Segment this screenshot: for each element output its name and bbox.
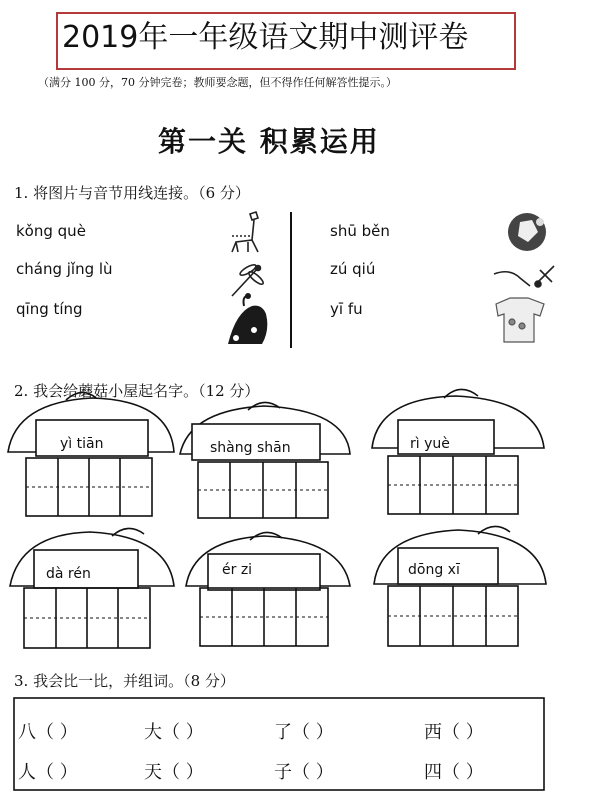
q3-item-1-1: 八（ ） <box>18 722 78 743</box>
house-3-pinyin: rì yuè <box>410 436 450 452</box>
mushroom-house-2 <box>180 402 350 518</box>
mushroom-house-1 <box>8 392 174 516</box>
q3-item-2-4: 四（ ） <box>424 762 484 783</box>
question-2-heading: 2. 我会给蘑菇小屋起名字。（12 分） <box>14 382 260 400</box>
mushroom-house-5 <box>186 532 350 646</box>
q3-item-1-3: 了（ ） <box>274 722 334 743</box>
q1-left-word-3: qīng tíng <box>16 300 83 318</box>
question-1-heading: 1. 将图片与音节用线连接。（6 分） <box>14 184 250 202</box>
q3-item-1-4: 西（ ） <box>424 722 484 743</box>
q1-right-word-2: zú qiú <box>330 260 376 278</box>
section-title: 第一关 积累运用 <box>158 125 380 158</box>
exam-instructions: （满分 100 分，70 分钟完卷；教师要念题，但不得作任何解答性提示。） <box>38 76 397 89</box>
house-4-pinyin: dà rén <box>46 566 91 582</box>
q3-item-1-2: 大（ ） <box>144 722 204 743</box>
q3-item-2-2: 天（ ） <box>144 762 204 783</box>
q1-left-word-2: cháng jǐng lù <box>16 260 113 278</box>
house-5-pinyin: ér zi <box>222 562 253 578</box>
mushroom-house-3 <box>372 389 544 514</box>
mushroom-house-4 <box>10 528 174 648</box>
house-2-pinyin: shàng shān <box>210 440 291 456</box>
mushroom-house-6 <box>374 526 546 646</box>
q3-item-2-1: 人（ ） <box>18 762 78 783</box>
house-1-pinyin: yì tiān <box>60 436 104 452</box>
q1-right-word-1: shū běn <box>330 222 390 240</box>
q1-right-word-3: yī fu <box>330 300 363 318</box>
question-3-heading: 3. 我会比一比，并组词。（8 分） <box>14 672 235 690</box>
house-6-pinyin: dōng xī <box>408 562 460 578</box>
page-title: 2019年一年级语文期中测评卷 <box>62 20 469 55</box>
q3-item-2-3: 子（ ） <box>274 762 334 783</box>
q1-left-word-1: kǒng què <box>16 222 86 240</box>
